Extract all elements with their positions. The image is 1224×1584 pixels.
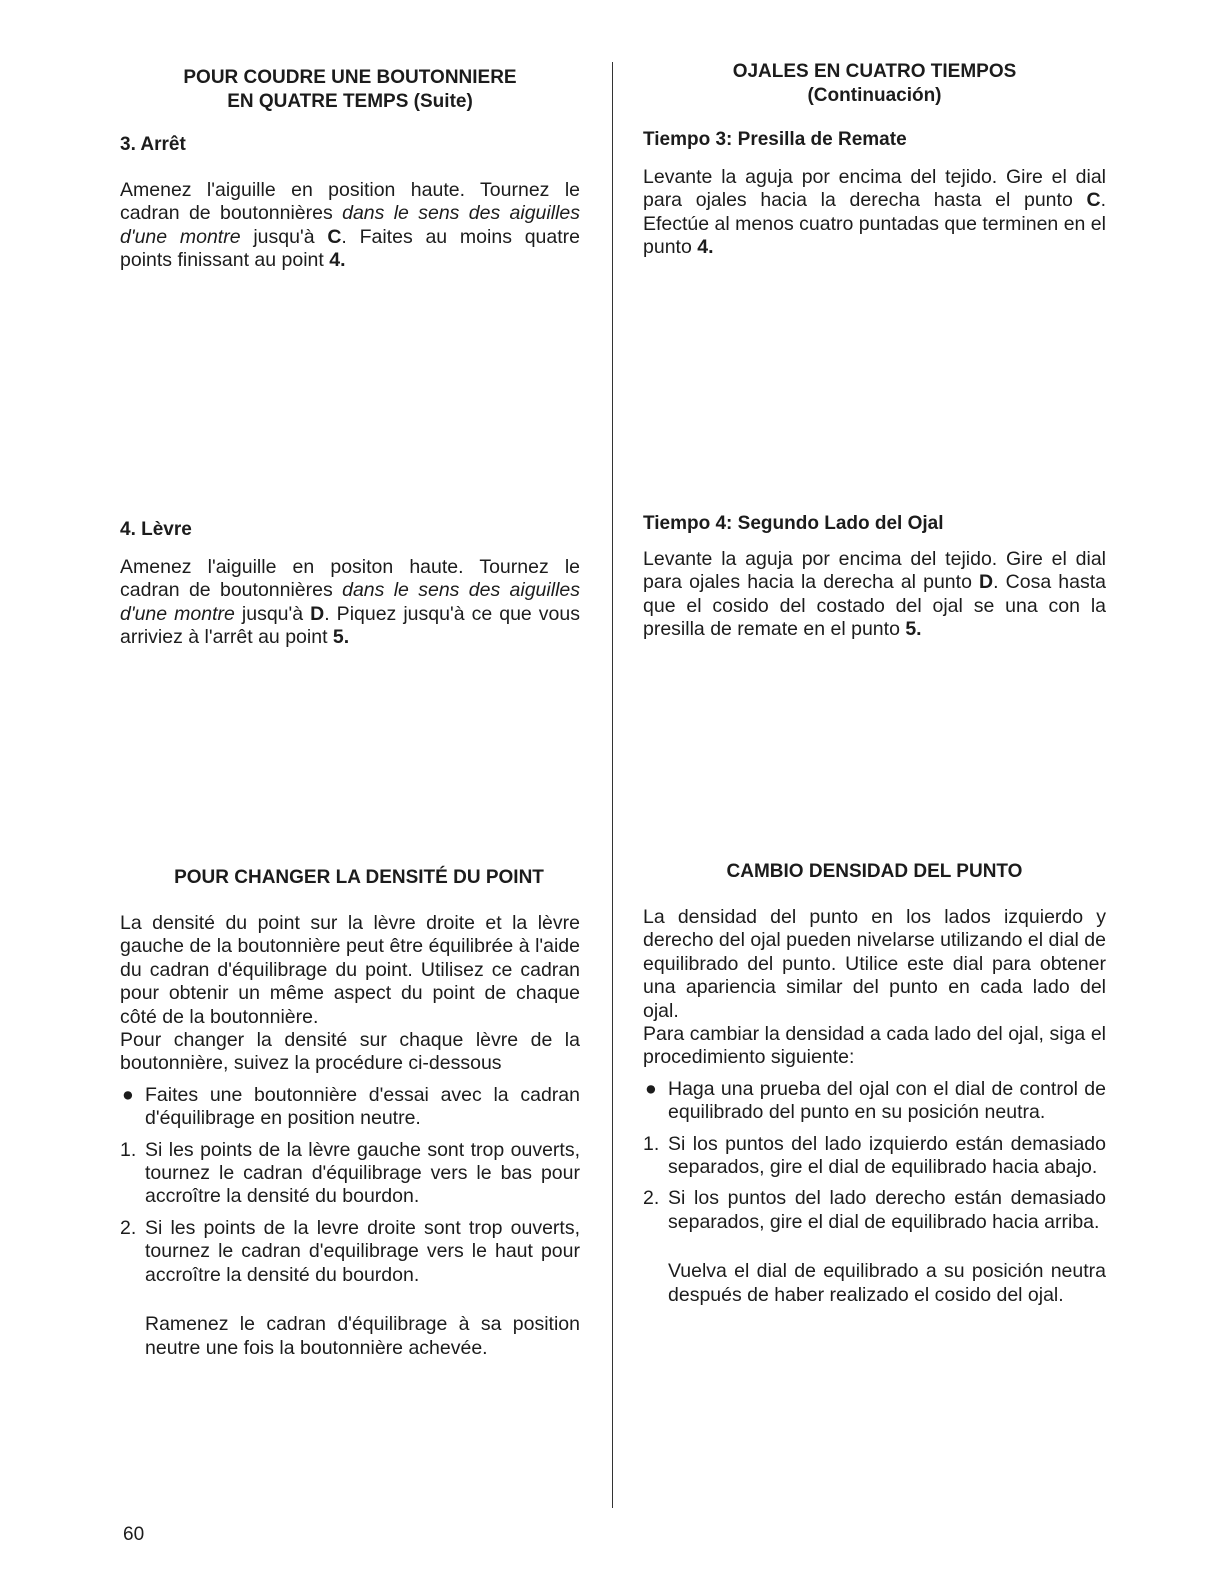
right-step4-heading: Tiempo 4: Segundo Lado del Ojal (643, 513, 944, 534)
left-density-section (120, 866, 580, 1360)
left-step3-text: Amenez l'aiguille en position haute. Tournez le cadran de boutonnières dans le sens des aiguilles d'une montre jusqu'à C. Faites au moins quatre points finissant au point 4. (120, 179, 581, 272)
left-step4-heading: 4. Lèvre (120, 519, 192, 540)
left-title-line2: EN QUATRE TEMPS (Suite) (227, 91, 473, 112)
right-step3-heading: Tiempo 3: Presilla de Remate (643, 129, 907, 150)
left-step3-heading: 3. Arrêt (120, 134, 186, 155)
left-title (120, 66, 580, 114)
page-number: 60 (123, 1524, 145, 1545)
left-step3 (120, 133, 580, 273)
left-title-line1: POUR COUDRE UNE BOUTONNIERE (183, 67, 517, 88)
left-density-closing: Ramenez le cadran d'équilibrage à sa position neutre une fois la boutonnière achevée. (145, 1313, 580, 1359)
left-density-step2: 2. Si les points de la levre droite sont trop ouverts, tournez le cadran d'equilibrage vers le haut pour accroître la densité du bourdon. (120, 1216, 580, 1286)
right-step3 (643, 128, 1106, 260)
left-density-p1: La densité du point sur la lèvre droite et la lèvre gauche de la boutonnière peut être équilibrée à l'aide du cadran d'équilibrage du point. Utilisez ce cadran pour obtenir un même aspect du point de chaque côté de la boutonnière. (120, 912, 580, 1028)
right-density-step2: 2. Si los puntos del lado derecho están demasiado separados, gire el dial de equilibrado hacia arriba. (643, 1187, 1106, 1233)
right-title-line2: (Continuación) (807, 85, 942, 106)
column-divider (612, 62, 613, 1508)
right-step4-text: Levante la aguja por encima del tejido. Gire el dial para ojales hacia la derecha al punto D. Cosa hasta que el cosido del costado del ojal se una con la presilla de remate en el punto 5. (643, 548, 1106, 641)
bullet-icon: ● (645, 1077, 657, 1100)
right-title (643, 60, 1106, 108)
right-density-p1: La densidad del punto en los lados izquierdo y derecho del ojal pueden nivelarse utilizando el dial de equilibrado del punto. Utilice este dial para obtener una apariencia similar del punto en cada lado del ojal. (643, 906, 1106, 1022)
right-density-closing: Vuelva el dial de equilibrado a su posición neutra después de haber realizado el cosido del ojal. (668, 1260, 1106, 1306)
right-density-step1: 1. Si los puntos del lado izquierdo están demasiado separados, gire el dial de equilibrado hacia abajo. (643, 1132, 1106, 1179)
right-density-section (643, 860, 1106, 1307)
left-density-p2: Pour changer la densité sur chaque lèvre de la boutonnière, suivez la procédure ci-dessous (120, 1029, 580, 1075)
left-step4-text: Amenez l'aiguille en positon haute. Tournez le cadran de boutonnières dans le sens des aiguilles d'une montre jusqu'à D. Piquez jusqu'à ce que vous arriviez à l'arrêt au point 5. (120, 556, 580, 649)
left-density-title: POUR CHANGER LA DENSITÉ DU POINT (174, 867, 544, 888)
right-density-bullet: ● Haga una prueba del ojal con el dial de control de equilibrado del punto en su posición neutra. (645, 1077, 1106, 1124)
left-step4 (120, 518, 580, 650)
right-density-title: CAMBIO DENSIDAD DEL PUNTO (726, 861, 1023, 882)
bullet-icon: ● (122, 1083, 134, 1106)
left-density-bullet: ● Faites une boutonnière d'essai avec la cadran d'équilibrage en position neutre. (122, 1083, 580, 1130)
right-step4 (643, 512, 1106, 642)
right-step3-text: Levante la aguja por encima del tejido. Gire el dial para ojales hacia la derecha hasta el punto C. Efectúe al menos cuatro puntadas que terminen en el punto 4. (643, 166, 1106, 259)
left-density-step1: 1. Si les points de la lèvre gauche sont trop ouverts, tournez le cadran d'équilibrage vers le bas pour accroître la densité du bourdon. (120, 1138, 580, 1208)
right-title-line1: OJALES EN CUATRO TIEMPOS (732, 61, 1017, 82)
right-density-p2: Para cambiar la densidad a cada lado del ojal, siga el procedimiento siguiente: (643, 1023, 1106, 1069)
